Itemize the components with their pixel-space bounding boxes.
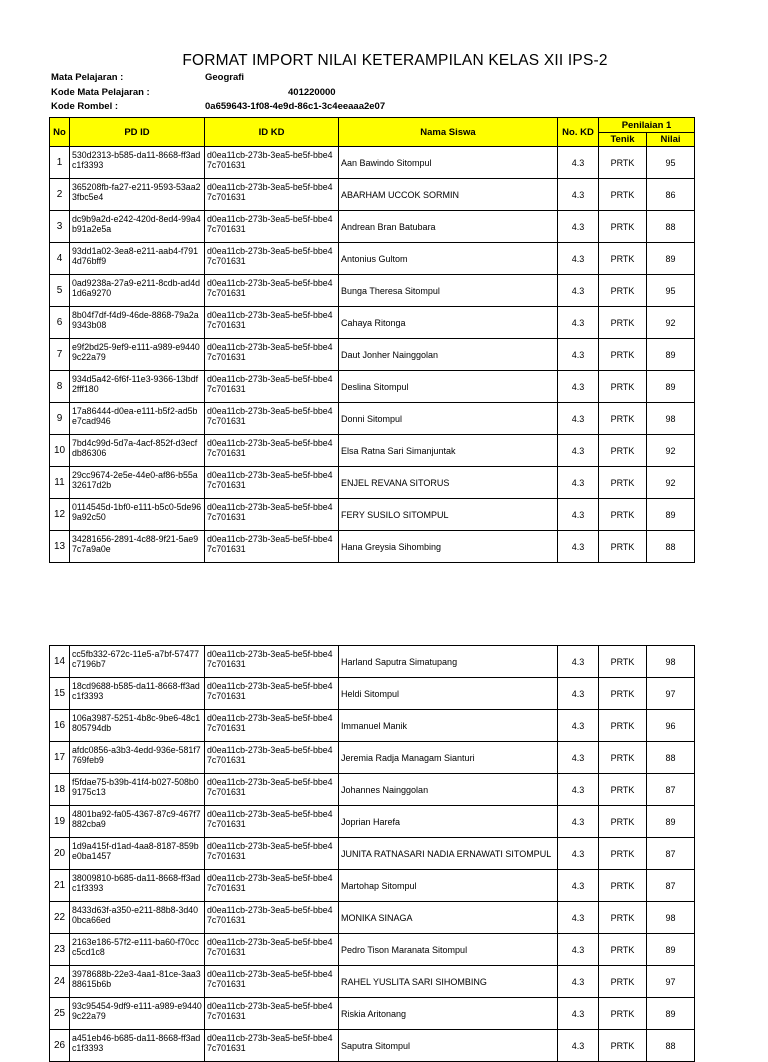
- cell-no-kd: 4.3: [558, 838, 599, 870]
- cell-pd-id: 0ad9238a-27a9-e211-8cdb-ad4d1d6a9270: [70, 275, 205, 307]
- cell-teknik: PRTK: [599, 742, 647, 774]
- table-row: [50, 467, 695, 499]
- cell-no: 26: [50, 1030, 70, 1062]
- header-no: No: [50, 118, 70, 147]
- cell-no-kd: 4.3: [558, 403, 599, 435]
- table-row: [50, 838, 695, 870]
- table-row: [50, 870, 695, 902]
- cell-teknik: PRTK: [599, 403, 647, 435]
- cell-id-kd: d0ea11cb-273b-3ea5-be5f-bbe47c701631: [205, 902, 339, 934]
- cell-id-kd: d0ea11cb-273b-3ea5-be5f-bbe47c701631: [205, 710, 339, 742]
- cell-pd-id: 4801ba92-fa05-4367-87c9-467f7882cba9: [70, 806, 205, 838]
- cell-nama-siswa: MONIKA SINAGA: [339, 902, 558, 934]
- cell-teknik: PRTK: [599, 307, 647, 339]
- cell-nama-siswa: Deslina Sitompul: [339, 371, 558, 403]
- table-row: [50, 435, 695, 467]
- cell-no: 23: [50, 934, 70, 966]
- cell-no-kd: 4.3: [558, 243, 599, 275]
- cell-nilai: 98: [647, 403, 695, 435]
- header-teknik: Tenik: [599, 133, 647, 147]
- cell-nama-siswa: Elsa Ratna Sari Simanjuntak: [339, 435, 558, 467]
- header-nilai: Nilai: [647, 133, 695, 147]
- cell-no: 16: [50, 710, 70, 742]
- cell-nilai: 95: [647, 275, 695, 307]
- cell-pd-id: 3978688b-22e3-4aa1-81ce-3aa388615b6b: [70, 966, 205, 998]
- cell-pd-id: 8433d63f-a350-e211-88b8-3d400bca66ed: [70, 902, 205, 934]
- cell-teknik: PRTK: [599, 710, 647, 742]
- cell-no-kd: 4.3: [558, 966, 599, 998]
- cell-id-kd: d0ea11cb-273b-3ea5-be5f-bbe47c701631: [205, 499, 339, 531]
- table-row: [50, 966, 695, 998]
- cell-no-kd: 4.3: [558, 371, 599, 403]
- cell-id-kd: d0ea11cb-273b-3ea5-be5f-bbe47c701631: [205, 774, 339, 806]
- cell-nilai: 88: [647, 531, 695, 563]
- cell-pd-id: 34281656-2891-4c88-9f21-5ae97c7a9a0e: [70, 531, 205, 563]
- cell-teknik: PRTK: [599, 371, 647, 403]
- cell-nama-siswa: Heldi Sitompul: [339, 678, 558, 710]
- cell-nilai: 98: [647, 646, 695, 678]
- cell-teknik: PRTK: [599, 275, 647, 307]
- cell-teknik: PRTK: [599, 870, 647, 902]
- cell-nilai: 88: [647, 211, 695, 243]
- cell-id-kd: d0ea11cb-273b-3ea5-be5f-bbe47c701631: [205, 339, 339, 371]
- cell-id-kd: d0ea11cb-273b-3ea5-be5f-bbe47c701631: [205, 467, 339, 499]
- cell-no-kd: 4.3: [558, 806, 599, 838]
- cell-no-kd: 4.3: [558, 902, 599, 934]
- cell-no-kd: 4.3: [558, 179, 599, 211]
- cell-no-kd: 4.3: [558, 1030, 599, 1062]
- cell-pd-id: 17a86444-d0ea-e111-b5f2-ad5be7cad946: [70, 403, 205, 435]
- cell-nama-siswa: Martohap Sitompul: [339, 870, 558, 902]
- cell-nilai: 89: [647, 371, 695, 403]
- table-row: [50, 339, 695, 371]
- cell-pd-id: 93c95454-9df9-e111-a989-e94409c22a79: [70, 998, 205, 1030]
- cell-nilai: 89: [647, 998, 695, 1030]
- header-nama-siswa: Nama Siswa: [339, 118, 558, 147]
- cell-nama-siswa: Daut Jonher Nainggolan: [339, 339, 558, 371]
- table-row: [50, 774, 695, 806]
- grades-table-page-2: [49, 645, 695, 1062]
- cell-teknik: PRTK: [599, 435, 647, 467]
- cell-teknik: PRTK: [599, 902, 647, 934]
- cell-no-kd: 4.3: [558, 742, 599, 774]
- rombel-value: 0a659643-1f08-4e9d-86c1-3c4eeaaa2e07: [205, 101, 386, 112]
- cell-teknik: PRTK: [599, 1030, 647, 1062]
- cell-no-kd: 4.3: [558, 275, 599, 307]
- cell-teknik: PRTK: [599, 966, 647, 998]
- cell-nilai: 86: [647, 179, 695, 211]
- cell-no: 24: [50, 966, 70, 998]
- cell-no-kd: 4.3: [558, 870, 599, 902]
- cell-no-kd: 4.3: [558, 499, 599, 531]
- table-row: [50, 902, 695, 934]
- cell-nama-siswa: JUNITA RATNASARI NADIA ERNAWATI SITOMPUL: [339, 838, 558, 870]
- cell-id-kd: d0ea11cb-273b-3ea5-be5f-bbe47c701631: [205, 1030, 339, 1062]
- cell-nilai: 89: [647, 339, 695, 371]
- cell-id-kd: d0ea11cb-273b-3ea5-be5f-bbe47c701631: [205, 870, 339, 902]
- table-row: [50, 678, 695, 710]
- cell-nilai: 95: [647, 147, 695, 179]
- cell-no-kd: 4.3: [558, 710, 599, 742]
- table-row: [50, 243, 695, 275]
- cell-nama-siswa: Donni Sitompul: [339, 403, 558, 435]
- cell-pd-id: e9f2bd25-9ef9-e111-a989-e94409c22a79: [70, 339, 205, 371]
- cell-no-kd: 4.3: [558, 307, 599, 339]
- cell-id-kd: d0ea11cb-273b-3ea5-be5f-bbe47c701631: [205, 243, 339, 275]
- cell-no: 22: [50, 902, 70, 934]
- cell-pd-id: afdc0856-a3b3-4edd-936e-581f7769feb9: [70, 742, 205, 774]
- mapel-label: Mata Pelajaran :: [51, 72, 124, 83]
- cell-teknik: PRTK: [599, 339, 647, 371]
- cell-teknik: PRTK: [599, 531, 647, 563]
- cell-no: 3: [50, 211, 70, 243]
- header-penilaian: Penilaian 1: [599, 118, 695, 133]
- cell-pd-id: dc9b9a2d-e242-420d-8ed4-99a4b91a2e5a: [70, 211, 205, 243]
- cell-no-kd: 4.3: [558, 339, 599, 371]
- cell-no: 10: [50, 435, 70, 467]
- cell-id-kd: d0ea11cb-273b-3ea5-be5f-bbe47c701631: [205, 147, 339, 179]
- cell-nama-siswa: FERY SUSILO SITOMPUL: [339, 499, 558, 531]
- cell-nilai: 88: [647, 742, 695, 774]
- cell-pd-id: 38009810-b685-da11-8668-ff3adc1f3393: [70, 870, 205, 902]
- cell-no: 15: [50, 678, 70, 710]
- cell-no-kd: 4.3: [558, 934, 599, 966]
- cell-no-kd: 4.3: [558, 646, 599, 678]
- cell-nama-siswa: ABARHAM UCCOK SORMIN: [339, 179, 558, 211]
- cell-id-kd: d0ea11cb-273b-3ea5-be5f-bbe47c701631: [205, 435, 339, 467]
- cell-nilai: 89: [647, 934, 695, 966]
- cell-pd-id: 934d5a42-6f6f-11e3-9366-13bdf2fff180: [70, 371, 205, 403]
- table-row: [50, 934, 695, 966]
- cell-nilai: 89: [647, 499, 695, 531]
- cell-nama-siswa: Pedro Tison Maranata Sitompul: [339, 934, 558, 966]
- cell-nama-siswa: Cahaya Ritonga: [339, 307, 558, 339]
- kode-mapel-value: 401220000: [288, 87, 336, 98]
- cell-pd-id: f5fdae75-b39b-41f4-b027-508b09175c13: [70, 774, 205, 806]
- document-title: FORMAT IMPORT NILAI KETERAMPILAN KELAS XII IPS-2: [182, 52, 608, 69]
- cell-nama-siswa: ENJEL REVANA SITORUS: [339, 467, 558, 499]
- cell-id-kd: d0ea11cb-273b-3ea5-be5f-bbe47c701631: [205, 966, 339, 998]
- cell-nama-siswa: Johannes Nainggolan: [339, 774, 558, 806]
- cell-pd-id: a451eb46-b685-da11-8668-ff3adc1f3393: [70, 1030, 205, 1062]
- cell-no: 21: [50, 870, 70, 902]
- cell-teknik: PRTK: [599, 646, 647, 678]
- cell-nilai: 92: [647, 435, 695, 467]
- cell-teknik: PRTK: [599, 211, 647, 243]
- cell-pd-id: 8b04f7df-f4d9-46de-8868-79a2a9343b08: [70, 307, 205, 339]
- table-row: [50, 646, 695, 678]
- cell-id-kd: d0ea11cb-273b-3ea5-be5f-bbe47c701631: [205, 742, 339, 774]
- cell-nama-siswa: Bunga Theresa Sitompul: [339, 275, 558, 307]
- table-row: [50, 710, 695, 742]
- cell-nama-siswa: Aan Bawindo Sitompul: [339, 147, 558, 179]
- cell-nilai: 96: [647, 710, 695, 742]
- table-row: [50, 403, 695, 435]
- cell-no: 1: [50, 147, 70, 179]
- table-row: [50, 998, 695, 1030]
- cell-no: 9: [50, 403, 70, 435]
- cell-nilai: 92: [647, 307, 695, 339]
- cell-id-kd: d0ea11cb-273b-3ea5-be5f-bbe47c701631: [205, 307, 339, 339]
- cell-id-kd: d0ea11cb-273b-3ea5-be5f-bbe47c701631: [205, 838, 339, 870]
- cell-nilai: 88: [647, 1030, 695, 1062]
- cell-pd-id: 530d2313-b585-da11-8668-ff3adc1f3393: [70, 147, 205, 179]
- table-row: [50, 742, 695, 774]
- cell-teknik: PRTK: [599, 467, 647, 499]
- cell-teknik: PRTK: [599, 499, 647, 531]
- cell-id-kd: d0ea11cb-273b-3ea5-be5f-bbe47c701631: [205, 211, 339, 243]
- cell-no: 18: [50, 774, 70, 806]
- cell-nilai: 89: [647, 243, 695, 275]
- table-row: [50, 531, 695, 563]
- cell-no: 13: [50, 531, 70, 563]
- cell-no: 8: [50, 371, 70, 403]
- cell-nama-siswa: Andrean Bran Batubara: [339, 211, 558, 243]
- grades-table-page-1: [49, 117, 695, 563]
- cell-no-kd: 4.3: [558, 147, 599, 179]
- cell-id-kd: d0ea11cb-273b-3ea5-be5f-bbe47c701631: [205, 646, 339, 678]
- cell-id-kd: d0ea11cb-273b-3ea5-be5f-bbe47c701631: [205, 934, 339, 966]
- cell-nama-siswa: Riskia Aritonang: [339, 998, 558, 1030]
- cell-nama-siswa: Hana Greysia Sihombing: [339, 531, 558, 563]
- cell-no: 4: [50, 243, 70, 275]
- cell-nilai: 92: [647, 467, 695, 499]
- table-row: [50, 211, 695, 243]
- cell-nama-siswa: Antonius Gultom: [339, 243, 558, 275]
- cell-nilai: 97: [647, 966, 695, 998]
- cell-id-kd: d0ea11cb-273b-3ea5-be5f-bbe47c701631: [205, 403, 339, 435]
- cell-teknik: PRTK: [599, 678, 647, 710]
- cell-teknik: PRTK: [599, 806, 647, 838]
- cell-no: 12: [50, 499, 70, 531]
- table-row: [50, 275, 695, 307]
- cell-pd-id: 2163e186-57f2-e111-ba60-f70ccc5cd1c8: [70, 934, 205, 966]
- cell-teknik: PRTK: [599, 934, 647, 966]
- cell-no: 6: [50, 307, 70, 339]
- cell-no-kd: 4.3: [558, 435, 599, 467]
- cell-no-kd: 4.3: [558, 211, 599, 243]
- cell-no: 11: [50, 467, 70, 499]
- table-row: [50, 371, 695, 403]
- cell-id-kd: d0ea11cb-273b-3ea5-be5f-bbe47c701631: [205, 179, 339, 211]
- cell-nama-siswa: Jeremia Radja Managam Sianturi: [339, 742, 558, 774]
- cell-nilai: 97: [647, 678, 695, 710]
- header-id-kd: ID KD: [205, 118, 339, 147]
- cell-teknik: PRTK: [599, 838, 647, 870]
- cell-no: 5: [50, 275, 70, 307]
- cell-no-kd: 4.3: [558, 678, 599, 710]
- cell-nilai: 98: [647, 902, 695, 934]
- header-pd-id: PD ID: [70, 118, 205, 147]
- table-row: [50, 179, 695, 211]
- cell-no: 19: [50, 806, 70, 838]
- cell-id-kd: d0ea11cb-273b-3ea5-be5f-bbe47c701631: [205, 371, 339, 403]
- cell-nilai: 87: [647, 838, 695, 870]
- cell-no-kd: 4.3: [558, 531, 599, 563]
- cell-teknik: PRTK: [599, 774, 647, 806]
- cell-nama-siswa: Saputra Sitompul: [339, 1030, 558, 1062]
- header-no-kd: No. KD: [558, 118, 599, 147]
- cell-pd-id: 106a3987-5251-4b8c-9be6-48c1805794db: [70, 710, 205, 742]
- cell-no: 2: [50, 179, 70, 211]
- cell-id-kd: d0ea11cb-273b-3ea5-be5f-bbe47c701631: [205, 678, 339, 710]
- cell-id-kd: d0ea11cb-273b-3ea5-be5f-bbe47c701631: [205, 275, 339, 307]
- cell-no: 17: [50, 742, 70, 774]
- cell-teknik: PRTK: [599, 179, 647, 211]
- cell-pd-id: 93dd1a02-3ea8-e211-aab4-f7914d76bff9: [70, 243, 205, 275]
- table-row: [50, 147, 695, 179]
- cell-pd-id: cc5fb332-672c-11e5-a7bf-57477c7196b7: [70, 646, 205, 678]
- cell-id-kd: d0ea11cb-273b-3ea5-be5f-bbe47c701631: [205, 531, 339, 563]
- cell-no: 7: [50, 339, 70, 371]
- kode-mapel-label: Kode Mata Pelajaran :: [51, 87, 150, 98]
- cell-pd-id: 29cc9674-2e5e-44e0-af86-b55a32617d2b: [70, 467, 205, 499]
- cell-nama-siswa: Joprian Harefa: [339, 806, 558, 838]
- cell-nilai: 87: [647, 870, 695, 902]
- cell-no-kd: 4.3: [558, 467, 599, 499]
- cell-no-kd: 4.3: [558, 774, 599, 806]
- table-row: [50, 307, 695, 339]
- cell-no: 25: [50, 998, 70, 1030]
- cell-teknik: PRTK: [599, 147, 647, 179]
- cell-teknik: PRTK: [599, 998, 647, 1030]
- cell-teknik: PRTK: [599, 243, 647, 275]
- cell-no: 20: [50, 838, 70, 870]
- cell-id-kd: d0ea11cb-273b-3ea5-be5f-bbe47c701631: [205, 998, 339, 1030]
- rombel-label: Kode Rombel :: [51, 101, 119, 112]
- cell-pd-id: 365208fb-fa27-e211-9593-53aa23fbc5e4: [70, 179, 205, 211]
- cell-pd-id: 1d9a415f-d1ad-4aa8-8187-859be0ba1457: [70, 838, 205, 870]
- cell-id-kd: d0ea11cb-273b-3ea5-be5f-bbe47c701631: [205, 806, 339, 838]
- table-row: [50, 1030, 695, 1062]
- mapel-value: Geografi: [205, 72, 245, 83]
- table-row: [50, 499, 695, 531]
- cell-pd-id: 18cd9688-b585-da11-8668-ff3adc1f3393: [70, 678, 205, 710]
- cell-nama-siswa: Harland Saputra Simatupang: [339, 646, 558, 678]
- cell-pd-id: 0114545d-1bf0-e111-b5c0-5de969a92c50: [70, 499, 205, 531]
- cell-no-kd: 4.3: [558, 998, 599, 1030]
- cell-pd-id: 7bd4c99d-5d7a-4acf-852f-d3ecfdb86306: [70, 435, 205, 467]
- cell-no: 14: [50, 646, 70, 678]
- cell-nama-siswa: Immanuel Manik: [339, 710, 558, 742]
- cell-nilai: 89: [647, 806, 695, 838]
- cell-nama-siswa: RAHEL YUSLITA SARI SIHOMBING: [339, 966, 558, 998]
- cell-nilai: 87: [647, 774, 695, 806]
- table-row: [50, 806, 695, 838]
